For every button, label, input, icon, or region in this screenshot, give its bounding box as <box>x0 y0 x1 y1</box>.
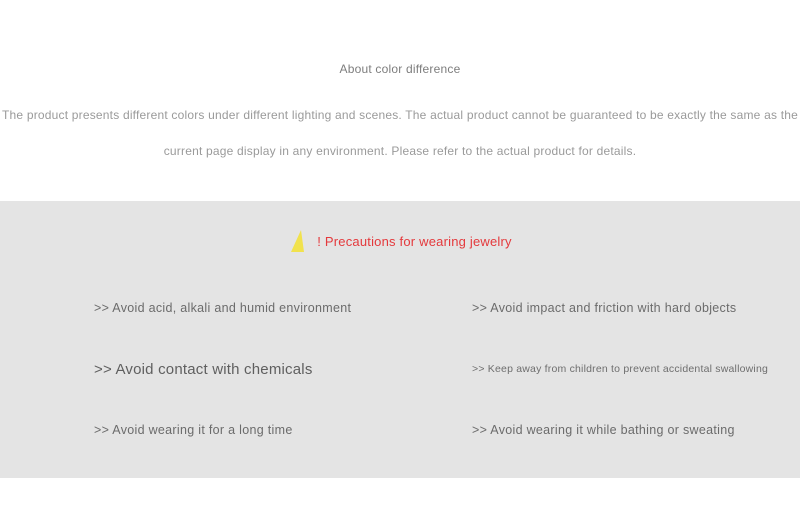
bottom-spacer <box>0 478 800 525</box>
color-difference-paragraph <box>0 97 800 169</box>
precautions-section <box>0 201 800 478</box>
precaution-item-children: >> Keep away from children to prevent accidental swallowing <box>472 363 769 375</box>
precautions-heading-text: ! Precautions for wearing jewelry <box>317 233 512 249</box>
precaution-item-bathing-sweating: >> Avoid wearing it while bathing or sweating <box>472 423 735 437</box>
precautions-list <box>0 294 800 444</box>
precaution-item-chemicals: >> Avoid contact with chemicals <box>94 360 313 378</box>
color-difference-line-1: The product presents different colors under different lighting and scenes. The actual product cannot be guaranteed to be exactly the same as the <box>2 108 798 122</box>
color-difference-title: About color difference <box>339 62 461 76</box>
warning-icon <box>288 229 307 253</box>
precaution-item-impact-friction: >> Avoid impact and friction with hard objects <box>472 301 737 315</box>
precautions-heading <box>0 228 800 254</box>
color-difference-section <box>0 0 800 201</box>
precaution-item-long-time: >> Avoid wearing it for a long time <box>94 423 293 437</box>
precaution-item-acid-alkali: >> Avoid acid, alkali and humid environment <box>94 301 352 315</box>
color-difference-line-2: current page display in any environment. Please refer to the actual product for details. <box>163 144 637 158</box>
